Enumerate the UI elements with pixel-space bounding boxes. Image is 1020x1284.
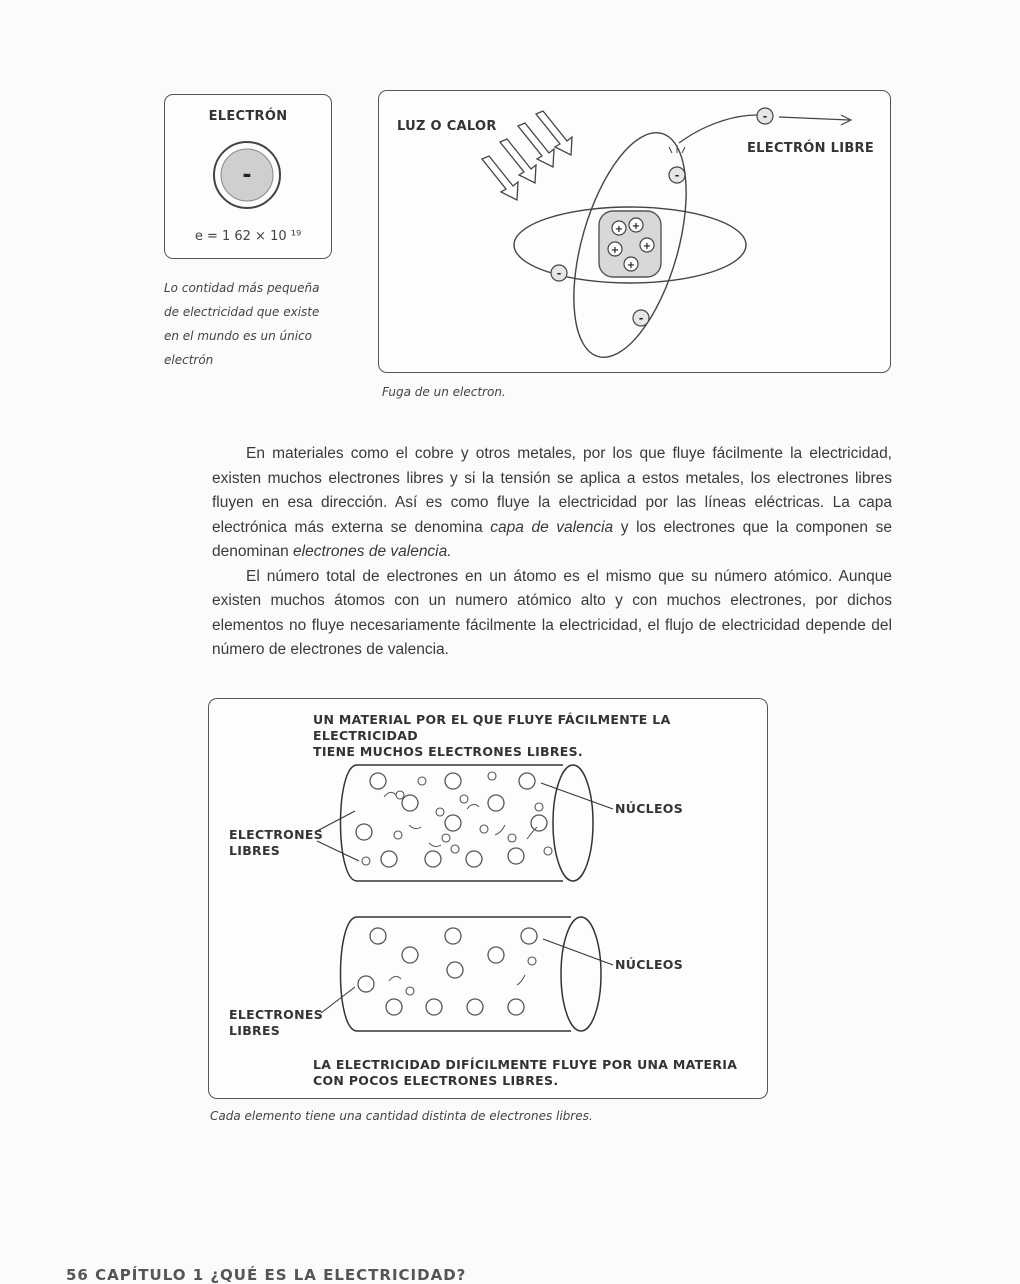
proton-sign: + [626,260,636,271]
electron-caption [164,276,334,372]
proton-sign: + [642,241,652,252]
proton-sign: + [614,224,624,235]
light-rays [482,111,572,200]
materials-caption: Cada elemento tiene una cantidad distinta de electrones libres. [210,1109,593,1123]
electron-sign: - [762,110,768,123]
electron-title: ELECTRÓN [208,109,288,124]
proton-sign: + [610,245,620,256]
atom-diagram [379,91,890,372]
insulator-free-electrons [406,957,536,995]
paragraph-2: El número total de electrones en un átomo es el mismo que su número atómico. Aunque existen muchos átomos con un numero atómico alto y con muchos electrones, por dichos elementos no fluye necesariamente fácilmente la electricidad, el flujo de electricidad depende del número de electrones de valencia. [212,567,892,658]
page-footer: 56 CAPÍTULO 1 ¿QUÉ ES LA ELECTRICIDAD? [66,1266,467,1284]
electron-symbol-graphic [210,143,284,207]
free-electrons-label-line: LIBRES [229,843,281,858]
nucleus-label-bottom: NÚCLEOS [615,957,684,972]
paragraph-1-emphasis-2: electrones de valencia. [293,543,452,560]
electron-caption-line: en el mundo es un único [164,329,312,343]
nucleus-label-top: NÚCLEOS [615,801,684,816]
paragraph-1-part-a: En materiales como el cobre y otros metales, por los que fluye fácilmente la electricidad, existen muchos electrones libres y si la tensión se aplica a estos metales, los electrones libres fluyen en esa dirección. Así es como fluye la electricidad por las líneas eléctricas. La capa electrónica más externa se denomina [212,445,892,536]
atom-caption: Fuga de un electron. [382,385,506,399]
escape-path [679,115,757,143]
electron-sign: - [674,169,680,182]
electron-sign: - [556,267,562,280]
proton-sign: + [631,221,641,232]
insulator-nuclei [358,928,537,1015]
paragraph-1 [212,442,892,565]
electron-minus-sign: - [242,163,252,188]
electron-box [164,94,332,259]
paragraph-1-part-b: y los electrones que la componen se denominan [212,518,893,560]
top-title-line: UN MATERIAL POR EL QUE FLUYE FÁCILMENTE LA ELECTRICIDAD [313,712,671,743]
body-text [212,442,892,663]
light-ray-arrow [482,156,518,200]
escape-burst [669,145,685,153]
paragraph-1-emphasis-1: capa de valencia [490,518,614,536]
materials-figure-box [208,698,768,1099]
electron-caption-line: Lo contidad más pequeña [164,281,320,295]
free-electrons-label-line: LIBRES [229,1023,281,1038]
atom-figure-box [378,90,891,373]
free-electrons-label-line: ELECTRONES [229,1007,323,1022]
conductor-nuclei [356,773,547,867]
orbit-electrons [551,108,773,326]
free-electron-label: ELECTRÓN LIBRE [747,141,875,156]
light-label: LUZ O CALOR [397,119,497,134]
bottom-title-line: LA ELECTRICIDAD DIFÍCILMENTE FLUYE POR UNA MATERIA [313,1057,738,1072]
electron-formula: e = 1 62 × 10 ¹⁹ [194,229,302,244]
materials-diagram [209,699,767,1098]
electron-caption-line: electrón [164,353,214,367]
electron-caption-line: de electricidad que existe [164,305,320,319]
escape-arrow [779,115,851,125]
top-title-line: TIENE MUCHOS ELECTRONES LIBRES. [313,744,583,759]
bottom-title-line: CON POCOS ELECTRONES LIBRES. [313,1073,559,1088]
electron-sign: - [638,312,644,325]
free-electrons-label-line: ELECTRONES [229,827,323,842]
